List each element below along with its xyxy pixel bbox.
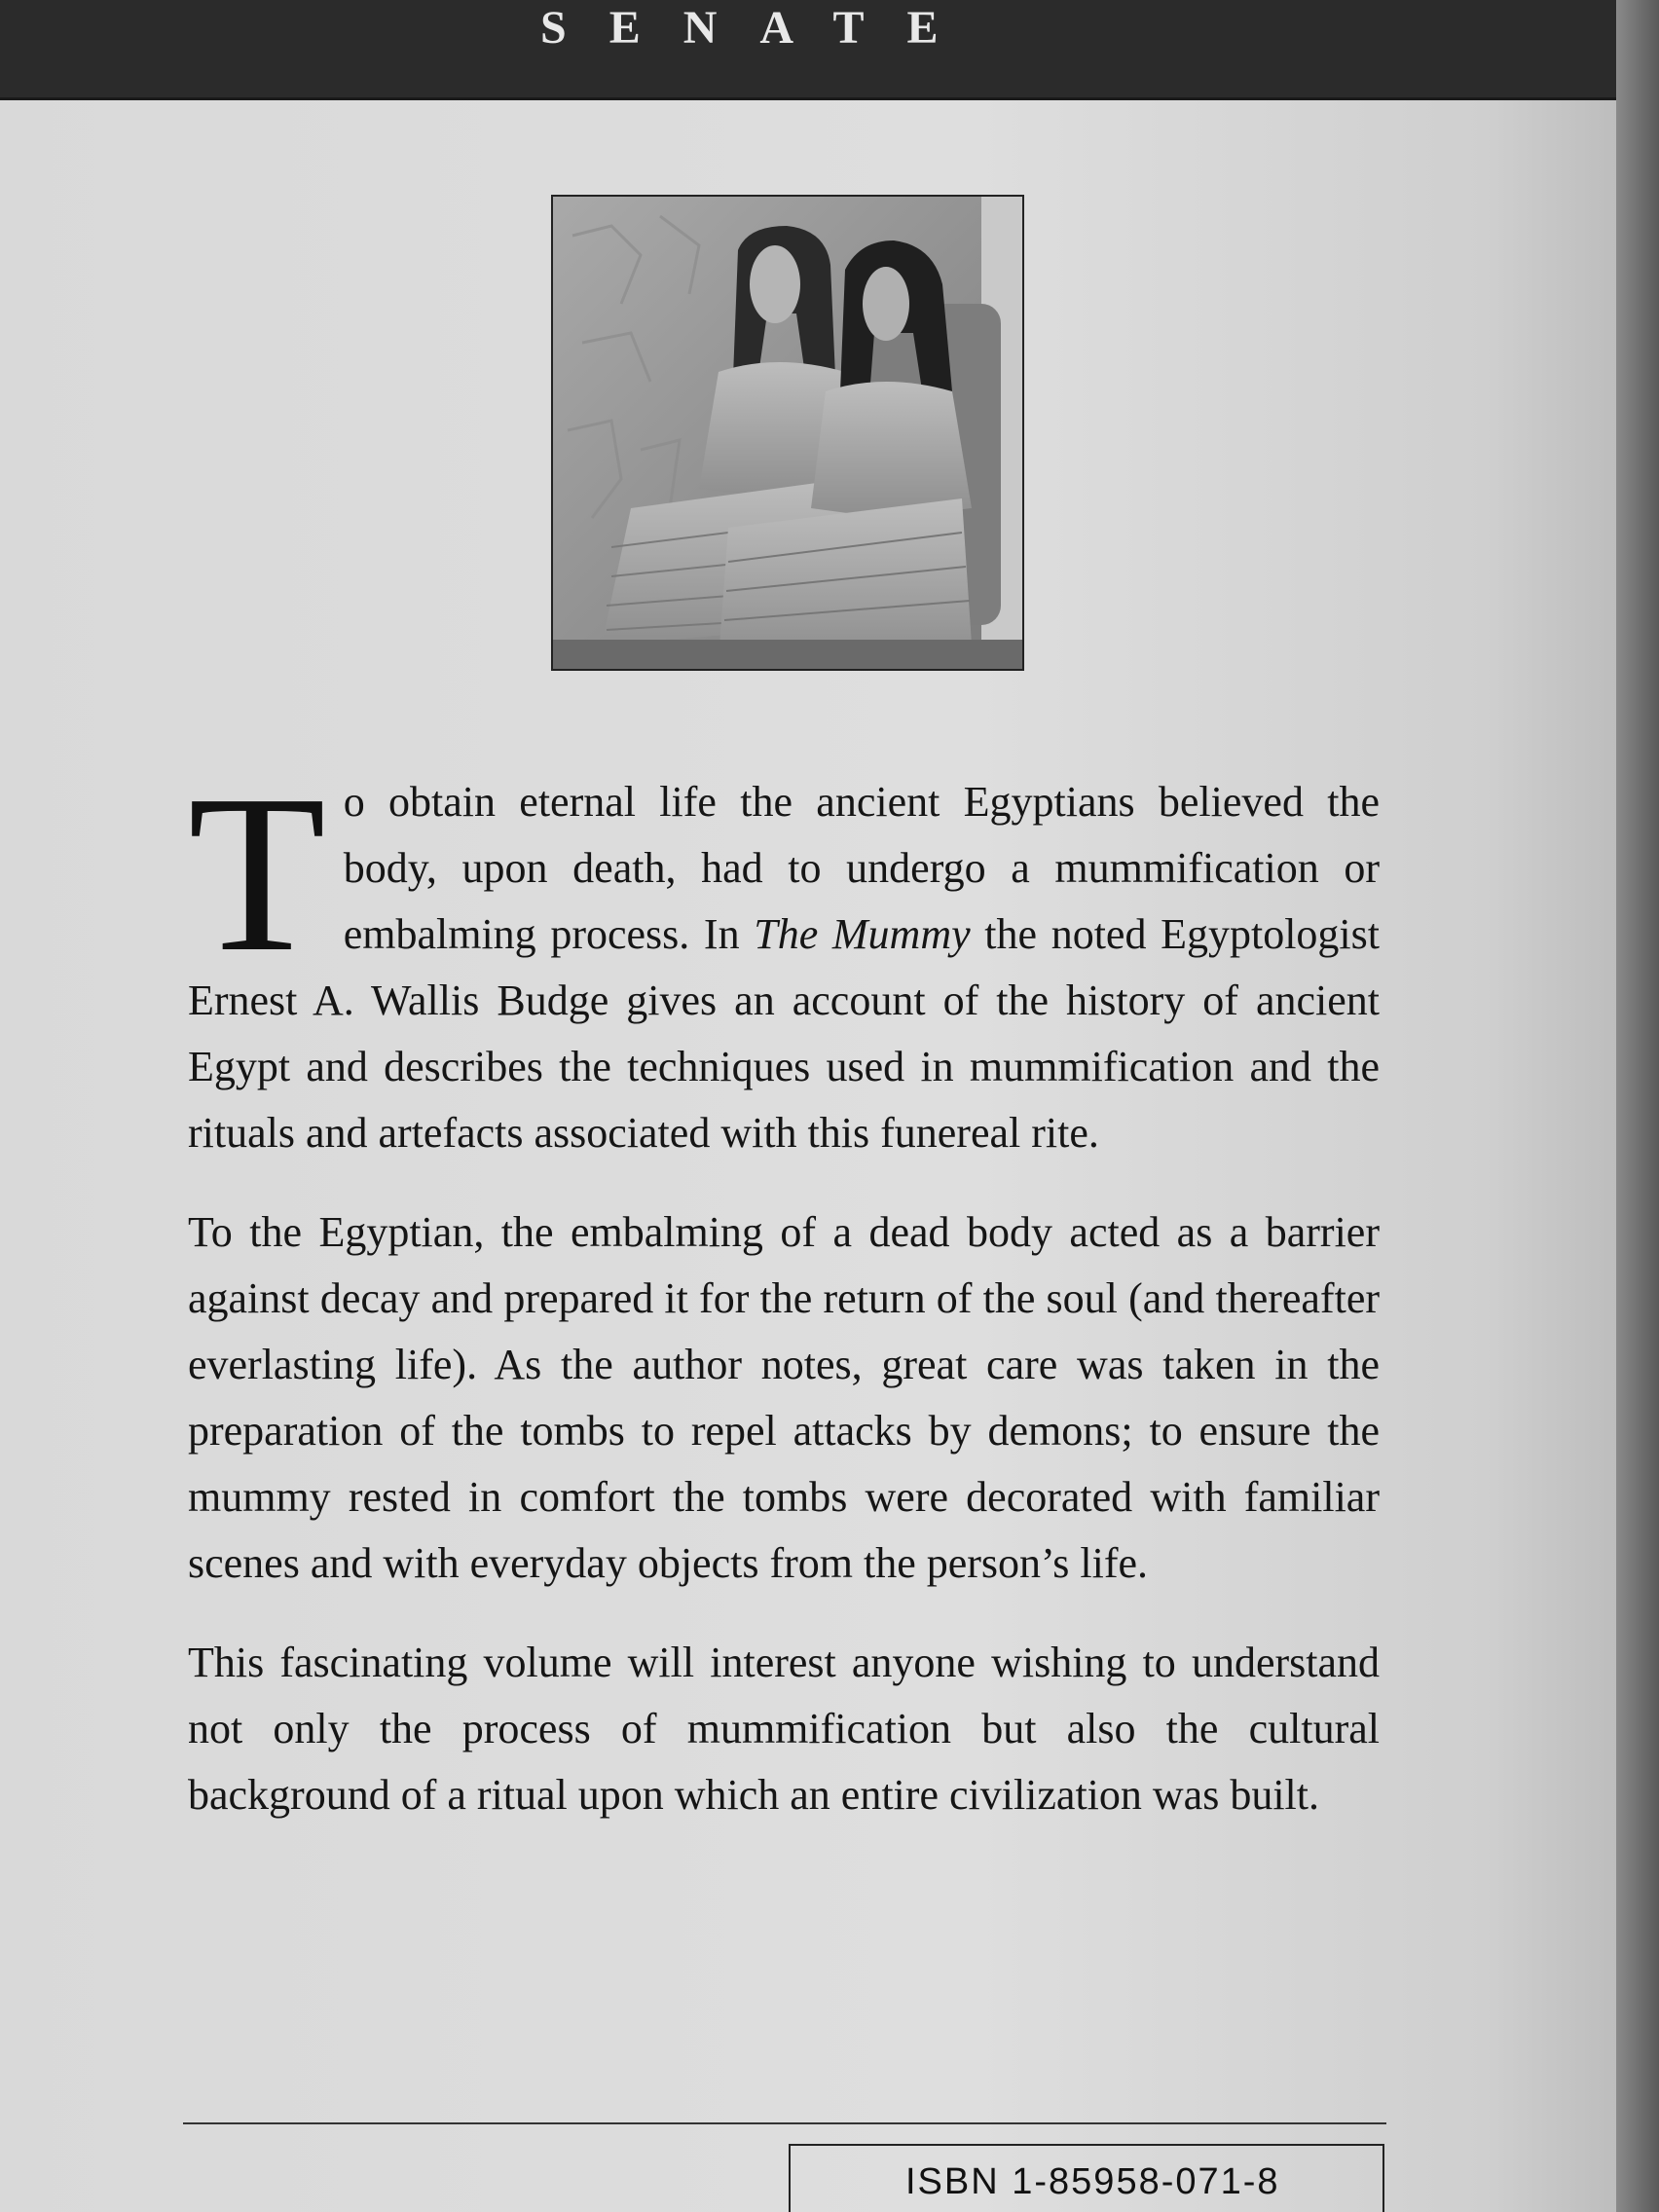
book-title: The Mummy bbox=[754, 910, 971, 958]
drop-cap: T bbox=[188, 749, 326, 999]
publisher-name: SENATE bbox=[540, 2, 981, 54]
paragraph-1 bbox=[188, 749, 1381, 1166]
header-band bbox=[0, 0, 1616, 100]
seated-figures-image bbox=[553, 197, 1022, 669]
paragraph-1-rest: the noted Egyptologist Ernest A. Wallis Budge gives an account of the history of ancient Egypt and describes the techniques used in mummification and the rituals and artefacts associated with this funereal rite. bbox=[188, 910, 1381, 1157]
divider-rule bbox=[183, 2122, 1386, 2124]
paragraph-3: This fascinating volume will interest anyone wishing to understand not only the process of mummification but also the cultural background of a ritual upon which an entire civilization was built. bbox=[188, 1639, 1380, 1819]
isbn-label: ISBN 1-85958-071-8 bbox=[905, 2161, 1280, 2202]
book-spine-shadow bbox=[1616, 0, 1659, 2212]
description-text bbox=[188, 749, 1381, 1862]
paragraph-2: To the Egyptian, the embalming of a dead body acted as a barrier against decay and prepared it for the return of the soul (and thereafter everlasting life). As the author notes, great care was taken in the preparation of the tombs to repel attacks by demons; to ensure the mummy rested in comfort the tombs were decorated with familiar scenes and with everyday objects from the person’s life. bbox=[188, 1208, 1380, 1587]
barcode-box bbox=[789, 2144, 1384, 2212]
cover-photo bbox=[551, 195, 1024, 671]
paragraph-1-lead: o obtain eternal life the ancient Egyptians believed the body, upon death, had to undergo a mummification or embalming process. In bbox=[343, 778, 1380, 958]
